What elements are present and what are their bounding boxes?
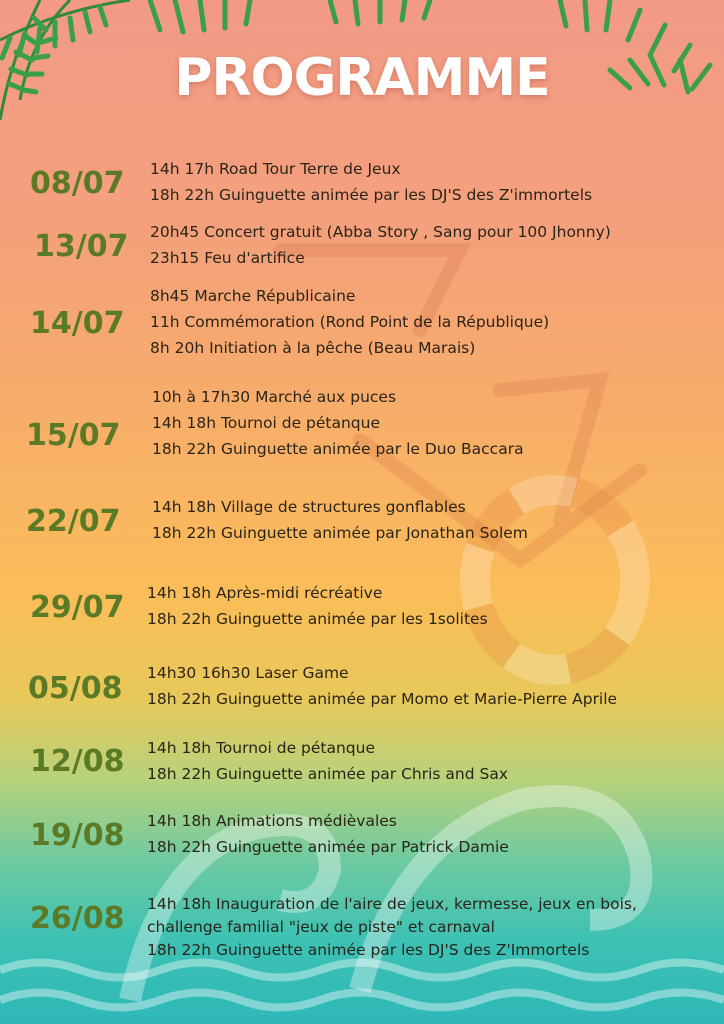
date-label: 29/07 xyxy=(30,590,125,625)
page-title: PROGRAMME xyxy=(174,48,550,108)
event-line: 14h30 16h30 Laser Game xyxy=(147,664,349,682)
event-line: 14h 18h Après-midi récréative xyxy=(147,584,383,602)
event-line: 18h 22h Guinguette animée par les 1solites xyxy=(147,610,488,628)
date-label: 15/07 xyxy=(26,418,121,453)
event-line: 23h15 Feu d'artifice xyxy=(150,249,305,267)
event-line: 18h 22h Guinguette animée par les DJ'S des Z'immortels xyxy=(150,186,593,204)
event-line: 18h 22h Guinguette animée par Chris and Sax xyxy=(147,765,509,783)
event-line: 14h 18h Tournoi de pétanque xyxy=(152,414,381,432)
event-line: 14h 17h Road Tour Terre de Jeux xyxy=(150,160,401,178)
event-line: 14h 18h Inauguration de l'aire de jeux, kermesse, jeux en bois, xyxy=(147,895,637,913)
event-line: 18h 22h Guinguette animée par Jonathan Solem xyxy=(152,524,528,542)
event-line: 18h 22h Guinguette animée par Momo et Marie-Pierre Aprile xyxy=(147,690,618,708)
date-label: 08/07 xyxy=(30,166,125,201)
event-line: 8h45 Marche Républicaine xyxy=(150,287,356,305)
event-line: 18h 22h Guinguette animée par les DJ'S des Z'Immortels xyxy=(147,941,590,959)
date-label: 22/07 xyxy=(26,504,121,539)
event-line: 14h 18h Animations médièvales xyxy=(147,812,397,830)
event-line: 18h 22h Guinguette animée par Patrick Damie xyxy=(147,838,509,856)
date-label: 19/08 xyxy=(30,818,125,853)
date-label: 14/07 xyxy=(30,306,125,341)
date-label: 12/08 xyxy=(30,744,125,779)
event-line: 8h 20h Initiation à la pêche (Beau Marais) xyxy=(150,339,476,357)
event-line: 10h à 17h30 Marché aux puces xyxy=(152,388,397,406)
event-line: challenge familial "jeux de piste" et carnaval xyxy=(147,918,495,936)
event-line: 20h45 Concert gratuit (Abba Story , Sang pour 100 Jhonny) xyxy=(150,223,611,241)
event-line: 11h Commémoration (Rond Point de la République) xyxy=(150,313,550,331)
date-label: 13/07 xyxy=(34,229,129,264)
date-label: 05/08 xyxy=(28,671,123,706)
date-label: 26/08 xyxy=(30,901,125,936)
event-line: 18h 22h Guinguette animée par le Duo Baccara xyxy=(152,440,524,458)
event-line: 14h 18h Village de structures gonflables xyxy=(152,498,466,516)
event-line: 14h 18h Tournoi de pétanque xyxy=(147,739,376,757)
